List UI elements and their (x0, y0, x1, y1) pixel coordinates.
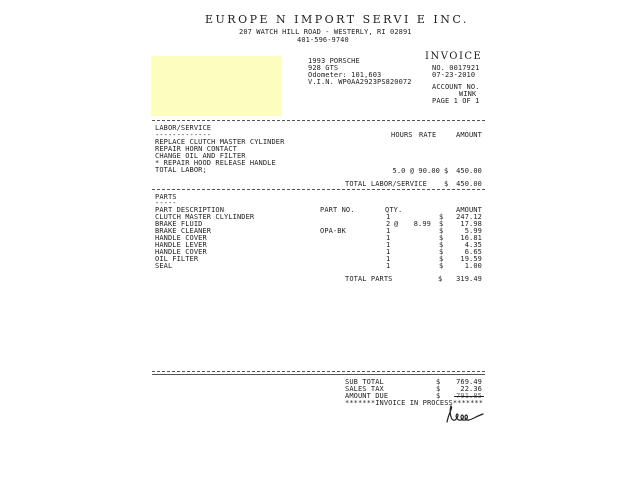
labor-total-value: 450.00 (456, 167, 482, 175)
labor-col-rate: RATE (419, 131, 437, 139)
total-parts-label: TOTAL PARTS (345, 275, 393, 283)
invoice-number: NO. 0017921 (432, 64, 480, 72)
subtotal-currency: $ (436, 378, 441, 386)
part-amount: 19.59 (460, 255, 482, 263)
vehicle-year-model: 1993 PORSCHE (308, 57, 360, 65)
part-unit-price: 8.99 (413, 220, 431, 228)
part-amount: 1.00 (464, 262, 482, 270)
divider (152, 374, 485, 375)
labor-total-currency: $ (444, 167, 449, 175)
labor-total-label: TOTAL LABOR; (155, 166, 207, 174)
labor-item: * REPAIR HOOD RELEASE HANDLE (155, 159, 276, 167)
part-description: CLUTCH MASTER CLYLINDER (155, 213, 255, 221)
page-indicator: PAGE 1 OF 1 (432, 97, 480, 105)
invoice-in-process-note: *******INVOICE IN PROCESS******* (345, 399, 484, 407)
part-description: BRAKE CLEANER (155, 227, 212, 235)
part-currency: $ (439, 220, 444, 228)
part-amount: 16.81 (460, 234, 482, 242)
divider (152, 189, 485, 190)
total-parts-currency: $ (438, 275, 443, 283)
sales-tax-currency: $ (436, 385, 441, 393)
total-labor-service-label: TOTAL LABOR/SERVICE (345, 180, 427, 188)
vehicle-odometer: Odometer: 101,603 (308, 71, 382, 79)
part-amount: 247.12 (456, 213, 482, 221)
part-description: HANDLE COVER (155, 234, 207, 242)
divider (152, 371, 485, 372)
part-amount: 6.65 (464, 248, 482, 256)
part-currency: $ (439, 248, 444, 256)
part-qty: 1 (386, 262, 391, 270)
part-currency: $ (439, 262, 444, 270)
part-amount: 4.35 (464, 241, 482, 249)
divider (152, 120, 485, 121)
part-description: OIL FILTER (155, 255, 199, 263)
parts-col-qty: QTY. (385, 206, 403, 214)
part-qty: 1 (386, 213, 391, 221)
part-description: BRAKE FLUID (155, 220, 203, 228)
parts-heading-underline: ----- (155, 199, 177, 207)
company-address: 207 WATCH HILL ROAD - WESTERLY, RI 02891 (239, 28, 412, 36)
part-description: SEAL (155, 262, 173, 270)
part-at-symbol: @ (394, 220, 399, 228)
invoice-title: INVOICE (425, 51, 483, 62)
part-qty: 1 (386, 234, 391, 242)
total-labor-service-value: 450.00 (456, 180, 482, 188)
part-number: OPA-BK (320, 227, 346, 235)
handwritten-signature (445, 402, 485, 426)
subtotal-value: 769.49 (456, 378, 482, 386)
parts-col-amount: AMOUNT (456, 206, 482, 214)
part-qty: 1 (386, 248, 391, 256)
part-qty: 1 (386, 241, 391, 249)
sales-tax-label: SALES TAX (345, 385, 384, 393)
total-parts-value: 319.49 (456, 275, 482, 283)
labor-item: REPAIR HORN CONTACT (155, 145, 237, 153)
company-name: EUROPE N IMPORT SERVI E INC. (205, 13, 469, 26)
labor-heading-underline: ------------- (155, 131, 212, 139)
strikethrough-line (454, 396, 484, 397)
part-qty: 2 (386, 220, 391, 228)
part-currency: $ (439, 241, 444, 249)
vehicle-trim: 928 GTS (308, 64, 339, 72)
part-qty: 1 (386, 227, 391, 235)
amount-due-value: 791.85 (456, 392, 482, 400)
part-currency: $ (439, 213, 444, 221)
account-label: ACCOUNT NO. (432, 83, 480, 91)
amount-due-label: AMOUNT DUE (345, 392, 389, 400)
part-currency: $ (439, 227, 444, 235)
parts-col-description: PART DESCRIPTION (155, 206, 225, 214)
sticky-note (151, 56, 282, 116)
invoice-date: 07-23-2010 (432, 71, 476, 79)
part-amount: 17.98 (460, 220, 482, 228)
account-number: WINK (459, 90, 477, 98)
subtotal-label: SUB TOTAL (345, 378, 384, 386)
part-amount: 5.99 (464, 227, 482, 235)
labor-col-amount: AMOUNT (456, 131, 482, 139)
total-labor-service-currency: $ (444, 180, 449, 188)
labor-total-calc: 5.0 @ 90.00 (392, 167, 440, 175)
part-currency: $ (439, 234, 444, 242)
amount-due-currency: $ (436, 392, 441, 400)
sales-tax-value: 22.36 (460, 385, 482, 393)
vehicle-vin: V.I.N. WP0AA2923PS820072 (308, 78, 412, 86)
company-phone: 401-596-9740 (297, 36, 349, 44)
parts-heading: PARTS (155, 193, 177, 201)
labor-col-hours: HOURS (391, 131, 413, 139)
labor-item: REPLACE CLUTCH MASTER CYLINDER (155, 138, 285, 146)
part-description: HANDLE COVER (155, 248, 207, 256)
part-qty: 1 (386, 255, 391, 263)
parts-col-partno: PART NO. (320, 206, 355, 214)
labor-heading: LABOR/SERVICE (155, 124, 212, 132)
part-currency: $ (439, 255, 444, 263)
part-description: HANDLE LEVER (155, 241, 207, 249)
labor-item: CHANGE OIL AND FILTER (155, 152, 246, 160)
